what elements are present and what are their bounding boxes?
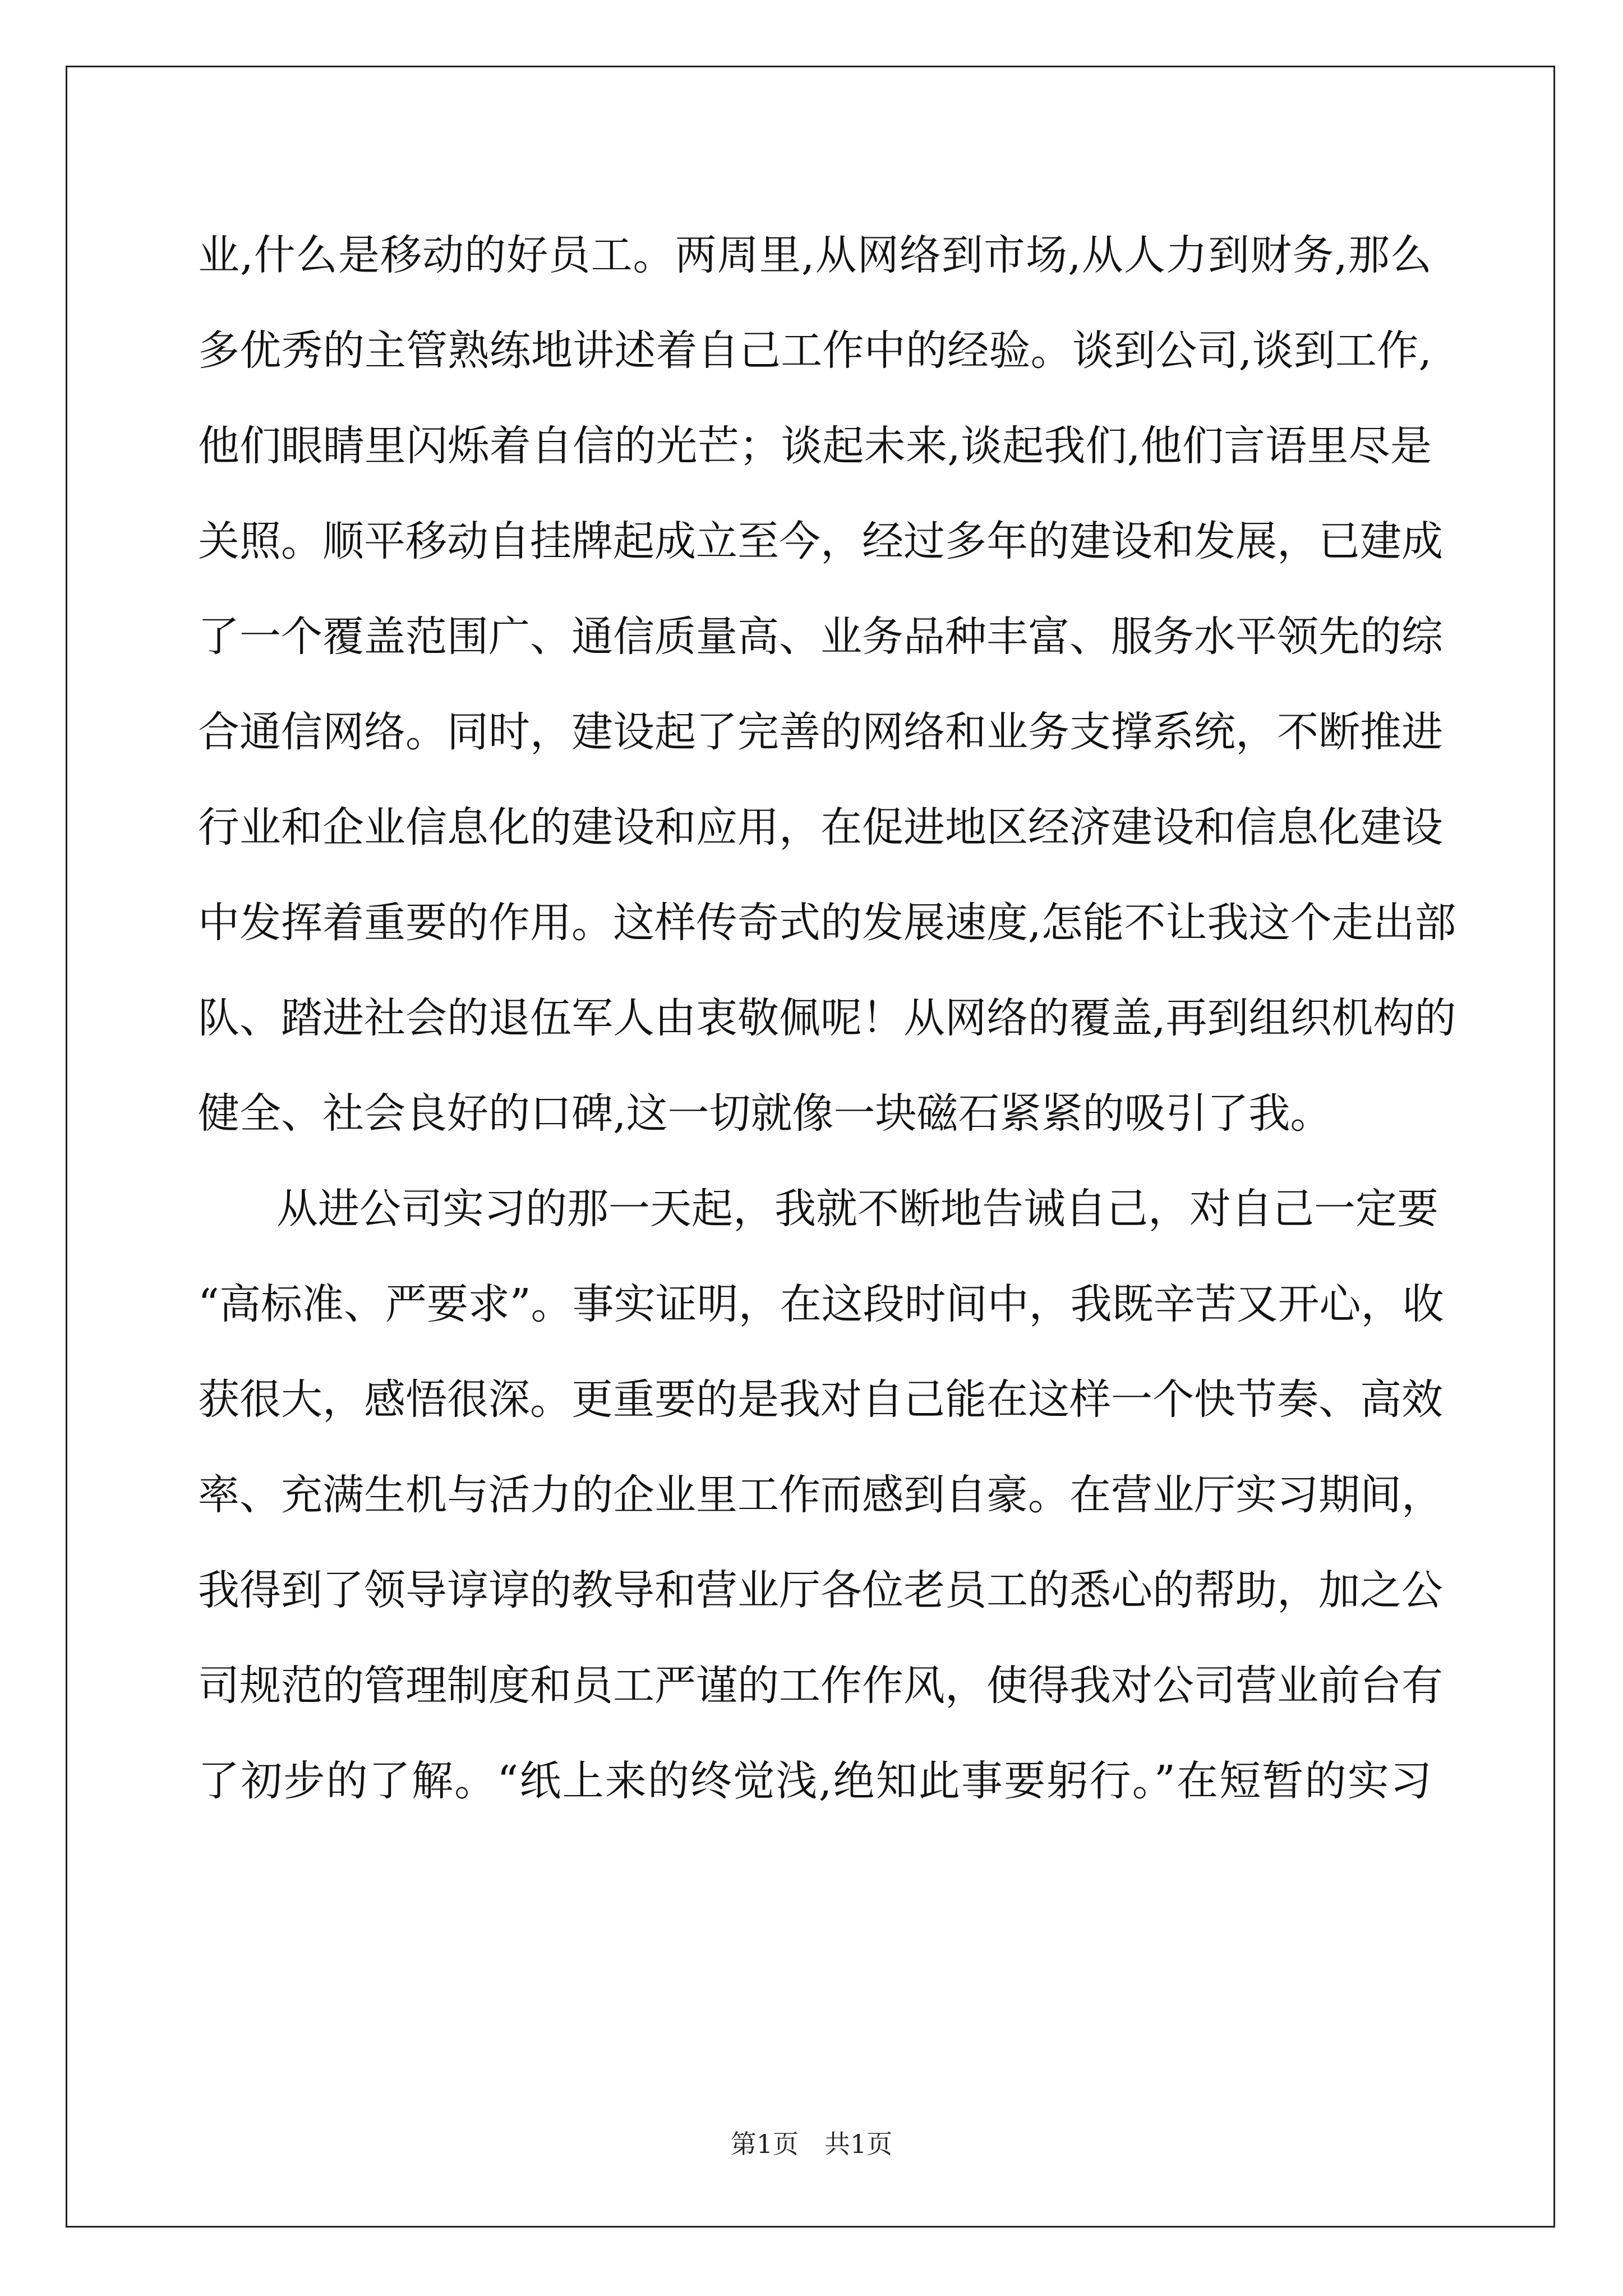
text-line: 关照。顺平移动自挂牌起成立至今，经过多年的建设和发展，已建成 — [198, 517, 1443, 565]
text-line: 中发挥着重要的作用。这样传奇式的发展速度,怎能不让我这个走出部 — [198, 899, 1456, 947]
text-line: 率、充满生机与活力的企业里工作而感到自豪。在营业厅实习期间， — [198, 1471, 1443, 1519]
text-line: 从进公司实习的那一天起，我就不断地告诫自己，对自己一定要 — [276, 1185, 1438, 1233]
page-number-label: 第1页 共1页 — [730, 2129, 893, 2159]
text-line: 行业和企业信息化的建设和应用，在促进地区经济建设和信息化建设 — [198, 803, 1443, 852]
text-line: 了一个覆盖范围广、通信质量高、业务品种丰富、服务水平领先的综 — [198, 613, 1443, 661]
document-body — [198, 208, 1456, 1829]
text-line: 健全、社会良好的口碑,这一切就像一块磁石紧紧的吸引了我。 — [198, 1089, 1332, 1138]
page-footer — [0, 2127, 1623, 2161]
text-line: 了初步的了解。“纸上来的终觉浅,绝知此事要躬行。”在短暂的实习 — [198, 1757, 1432, 1805]
text-line: 多优秀的主管熟练地讲述着自己工作中的经验。谈到公司,谈到工作, — [198, 326, 1432, 375]
paragraph-1 — [198, 208, 1456, 1161]
text-line: 合通信网络。同时，建设起了完善的网络和业务支撑系统，不断推进 — [198, 708, 1443, 756]
text-line: 获很大，感悟很深。更重要的是我对自己能在这样一个快节奏、高效 — [198, 1375, 1443, 1424]
text-line: 业,什么是移动的好员工。两周里,从网络到市场,从人力到财务,那么 — [198, 231, 1432, 279]
text-line: 我得到了领导谆谆的教导和营业厅各位老员工的悉心的帮助，加之公 — [198, 1566, 1443, 1614]
paragraph-2 — [198, 1161, 1444, 1829]
text-line: “高标准、严要求”。事实证明，在这段时间中，我既辛苦又开心，收 — [198, 1280, 1444, 1328]
text-line: 队、踏进社会的退伍军人由衷敬佩呢！从网络的覆盖,再到组织机构的 — [198, 994, 1456, 1042]
text-line: 他们眼睛里闪烁着自信的光芒；谈起未来,谈起我们,他们言语里尽是 — [198, 422, 1432, 470]
text-line: 司规范的管理制度和员工严谨的工作作风，使得我对公司营业前台有 — [198, 1662, 1443, 1710]
